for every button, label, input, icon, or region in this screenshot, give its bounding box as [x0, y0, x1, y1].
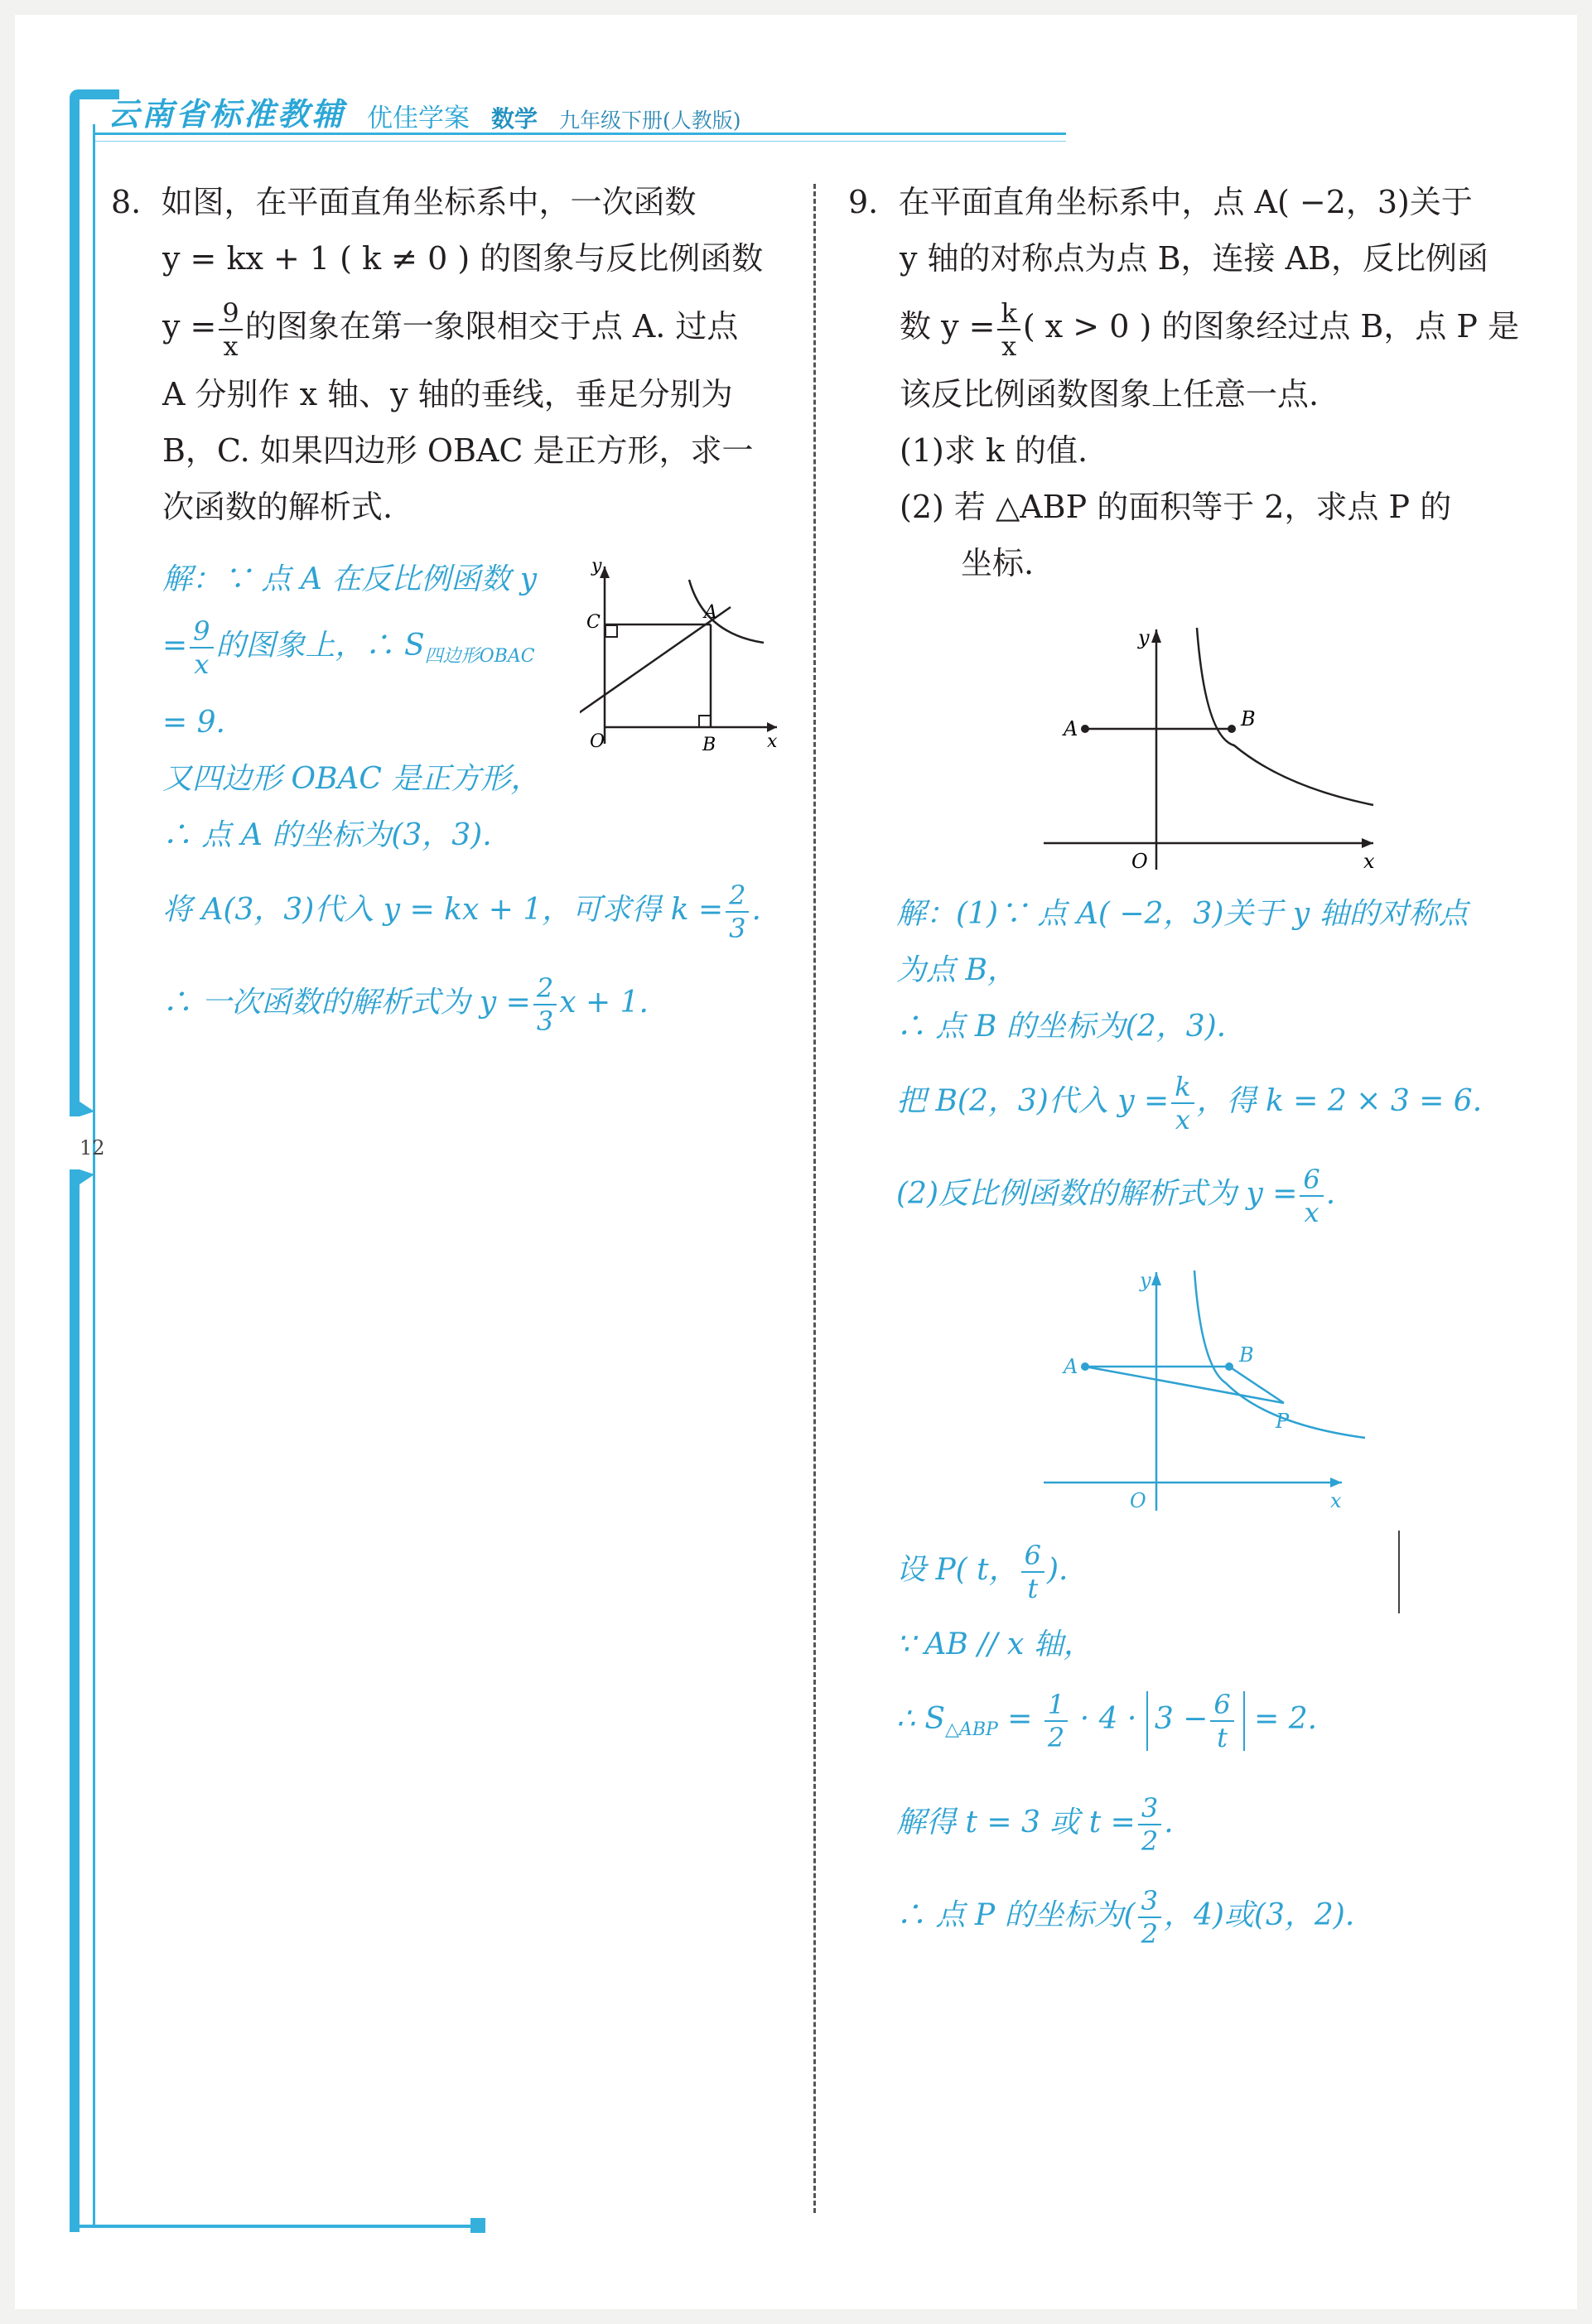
answer-line: 解：∵ 点 A 在反比例函数 y [162, 562, 538, 596]
header-rule-thin [93, 141, 1066, 142]
fraction: $\frac{9}{x}$ [219, 300, 242, 359]
q9-line: 在平面直角坐标系中，点 A( −2，3)关于 [898, 184, 1473, 220]
absolute-value [1146, 1691, 1245, 1751]
page-number: 12 [80, 1136, 105, 1160]
fig-label: P [1276, 1410, 1290, 1433]
q8-number: 8. [111, 184, 142, 220]
fraction: $\frac{9}{x}$ [190, 618, 213, 677]
fig-label: A [704, 602, 717, 623]
q9-line: y 轴的对称点为点 B，连接 AB，反比例函 [900, 240, 1488, 277]
q9-part2: (2) 若 △ABP 的面积等于 2，求点 P 的 [900, 489, 1452, 525]
fraction: $\frac{6}{x}$ [1300, 1166, 1323, 1226]
answer-line: . [751, 893, 761, 928]
fig-label: A [1064, 717, 1078, 740]
answer-line: 3 − [1154, 1702, 1208, 1736]
answer-line: = 2. [1254, 1702, 1318, 1736]
fig-label: x [1363, 850, 1375, 873]
left-border-bar-lower [70, 1176, 80, 2232]
q8-line: B，C. 如果四边形 OBAC 是正方形，求一 [162, 432, 754, 469]
q8-answer [162, 552, 792, 1049]
subject-label: 数学 [491, 105, 538, 133]
q9-line: 该反比例函数图象上任意一点. [900, 376, 1319, 412]
answer-line: = [1007, 1702, 1033, 1736]
q9-part1: (1)求 k 的值. [900, 432, 1088, 469]
answer-line: ∴ S [896, 1702, 946, 1736]
fraction: $\frac{k}{x}$ [997, 300, 1020, 359]
q8-line: 次函数的解析式. [162, 489, 393, 525]
page-header [108, 93, 741, 134]
answer-line: ，4)或(3，2). [1163, 1898, 1355, 1933]
answer-line: . [1164, 1806, 1174, 1840]
fraction: $\frac{3}{2}$ [1138, 1888, 1161, 1947]
q9-answer-figure [1035, 1259, 1367, 1516]
book-title: 优佳学案 [367, 104, 470, 133]
answer-line: x + 1. [559, 986, 649, 1020]
answer-line: ∴ 一次函数的解析式为 y = [162, 986, 531, 1020]
answer-line: ∵ AB // x 轴， [896, 1627, 1093, 1661]
q9-number: 9. [848, 184, 879, 220]
fraction: $\frac{3}{2}$ [1138, 1795, 1161, 1854]
subscript: △ABP [945, 1719, 998, 1741]
fig-label: B [1239, 1343, 1254, 1367]
grade-label: 九年级下册(人教版) [559, 108, 741, 133]
answer-line: 又四边形 OBAC 是正方形， [162, 762, 541, 797]
fig-label: B [702, 735, 716, 754]
fraction: $\frac{6}{t}$ [1210, 1691, 1233, 1751]
answer-line: 设 P( t， [896, 1553, 1019, 1587]
q8-line: y = kx + 1 ( k ≠ 0 ) 的图象与反比例函数 [162, 240, 764, 277]
left-border-bar [70, 99, 80, 1106]
q9-answer-part2 [896, 1524, 1559, 1962]
fraction: $\frac{2}{3}$ [726, 882, 749, 942]
column-divider [813, 184, 816, 2213]
answer-line: 解得 t = 3 或 t = [896, 1806, 1136, 1840]
fig-label: O [1130, 1489, 1146, 1512]
q9-answer [896, 886, 1559, 1241]
bottom-rule [70, 2225, 475, 2228]
q9-line: 数 y = [900, 308, 996, 345]
series-title: 云南省标准教辅 [108, 95, 346, 133]
fraction: $\frac{k}{x}$ [1171, 1073, 1194, 1133]
answer-line: ). [1046, 1553, 1069, 1587]
q8-line: y = [162, 308, 217, 345]
answer-line: ∴ 点 A 的坐标为(3，3). [162, 818, 492, 853]
q9-line: ( x > 0 ) 的图象经过点 B，点 P 是 [1022, 308, 1520, 345]
fig-label: A [1064, 1355, 1078, 1378]
fig-label: C [586, 612, 601, 633]
answer-line: ，得 k = 2 × 3 = 6. [1196, 1084, 1483, 1118]
fig-label: y [1138, 626, 1150, 649]
bottom-square [470, 2218, 485, 2233]
subscript: 四边形OBAC [424, 646, 535, 668]
q9-text [848, 174, 1536, 591]
answer-line: 为点 B， [896, 953, 1017, 987]
q8-line: 的图象在第一象限相交于点 A. 过点 [244, 308, 739, 345]
answer-line: = 9. [162, 706, 225, 740]
answer-line: 解：(1)∵ 点 A( −2，3)关于 y 轴的对称点 [896, 897, 1469, 931]
answer-line: = [162, 629, 188, 663]
fig-label: O [590, 731, 605, 752]
fraction: $\frac{6}{t}$ [1021, 1542, 1044, 1602]
fig-label: y [591, 556, 602, 576]
answer-line: ∴ 点 P 的坐标为( [896, 1898, 1136, 1933]
answer-line: 的图象上，∴ S [215, 629, 425, 663]
q8-line: 如图，在平面直角坐标系中，一次函数 [161, 184, 697, 220]
answer-line: · 4 · [1079, 1702, 1137, 1736]
fraction: $\frac{1}{2}$ [1044, 1691, 1068, 1751]
fig-label: y [1140, 1269, 1151, 1292]
fig-label: x [1330, 1489, 1342, 1512]
q9-part2: 坐标. [961, 545, 1035, 581]
answer-line: (2)反比例函数的解析式为 y = [896, 1177, 1298, 1211]
answer-line: ∴ 点 B 的坐标为(2，3). [896, 1010, 1227, 1044]
q8-line: A 分别作 x 轴、y 轴的垂线，垂足分别为 [162, 376, 733, 412]
answer-line: . [1325, 1177, 1336, 1211]
q8-text [111, 174, 790, 535]
fig-label: x [767, 731, 778, 752]
q9-figure [1035, 621, 1383, 878]
answer-line: 将 A(3，3)代入 y = kx + 1，可求得 k = [162, 893, 724, 928]
fig-label: O [1131, 850, 1148, 873]
fraction: $\frac{2}{3}$ [533, 975, 557, 1034]
fig-label: B [1241, 707, 1256, 730]
answer-line: 把 B(2，3)代入 y = [896, 1084, 1170, 1118]
